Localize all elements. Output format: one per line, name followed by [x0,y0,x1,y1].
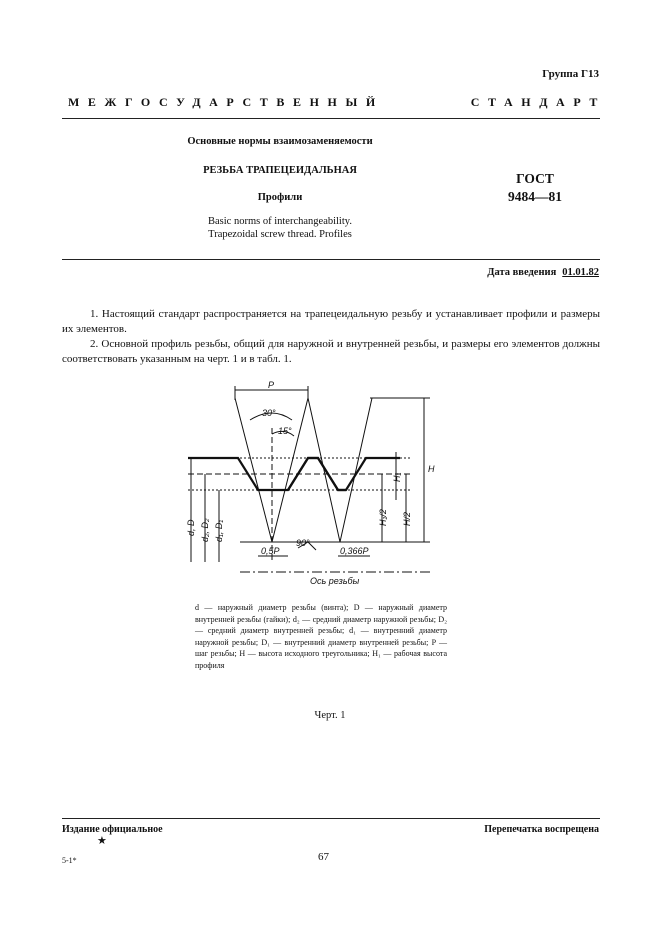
standard-banner [68,95,606,110]
paragraph-1: 1. Настоящий стандарт распространяется на трапецеидальную резьбу и устанавливает профили и размеры их элементов. [62,308,600,335]
banner-right: СТАНДАРТ [470,95,606,109]
footer-rule [62,818,600,819]
middle-rule [62,259,600,260]
label-h: H [428,464,435,474]
english-title-line2: Trapezoidal screw thread. Profiles [208,229,352,240]
title-line3: Профили [257,192,303,203]
title-line1: Основные нормы взаимозаменяемости [187,136,373,147]
gost-designation [490,170,580,206]
label-15: 15° [278,426,292,436]
english-title-line1: Basic norms of interchangeability. [208,216,352,227]
gost-number: 9484—81 [508,189,562,204]
top-rule [62,118,600,119]
intro-date-value: 01.01.82 [562,267,599,278]
label-h1-half: H₁/2 [378,509,388,526]
label-d2: d₂, D₂ [200,518,210,542]
label-frac-p: 0,366P [340,546,369,556]
intro-date [487,267,599,278]
gost-label: ГОСТ [516,171,554,186]
label-d1: d₁, D₁ [214,519,224,542]
figure-caption: Черт. 1 [314,710,346,721]
star-icon: ★ [97,835,107,847]
label-30: 30° [262,408,276,418]
label-90: 90° [296,538,310,548]
paragraph-2: 2. Основной профиль резьбы, общий для наружной и внутренней резьбы, и размеры его элементов должны соответствовать указанным на черт. 1 и в табл. 1. [62,338,600,365]
footer-official: Издание официальное [62,824,163,835]
page-number: 67 [318,851,329,863]
label-axis: Ось резьбы [310,576,360,586]
banner-left: МЕЖГОСУДАРСТВЕННЫЙ [68,95,384,109]
label-h-half: H/2 [402,511,412,526]
label-p: P [268,380,275,390]
intro-date-label: Дата введения [487,267,557,278]
print-mark: 5-1* [62,856,77,865]
title-line2: РЕЗЬБА ТРАПЕЦЕИДАЛЬНАЯ [203,165,357,176]
label-half-p: 0,5P [261,546,280,556]
label-d: d, D [186,519,196,536]
footer-reprint: Перепечатка воспрещена [484,824,599,835]
group-code: Группа Г13 [542,68,599,80]
body-text [62,307,600,367]
label-h1: H₁ [392,472,402,482]
thread-profile-drawing [180,380,470,592]
figure-legend: d — наружный диаметр резьбы (винта); D — наружный диаметр внутренней резьбы (гайки); d₂ — средний диаметр наружной резьбы; D₂ — средний диаметр внутренней резьбы; d₁ — внутренний диаметр наружной резьбы; D₁ — внутренний диаметр внутренней резьбы; P — шаг резьбы; H — высота исходного треугольника; H₁ — рабочая высота профиля [195,603,447,670]
